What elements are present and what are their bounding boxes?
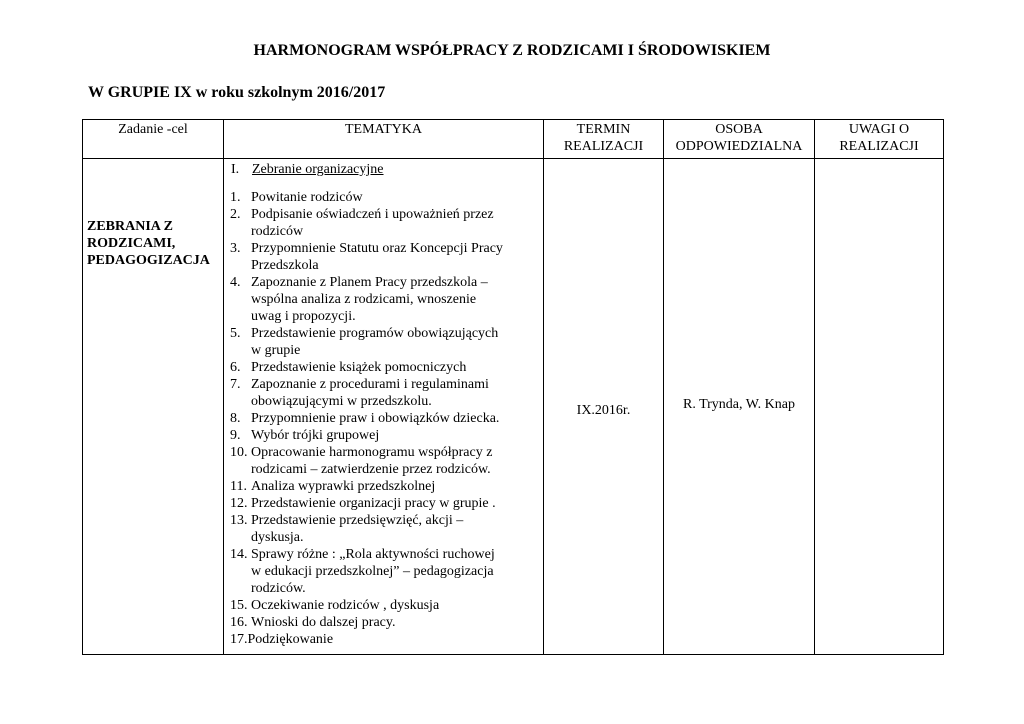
- table-header-row: [83, 120, 944, 159]
- topic-item: [230, 410, 539, 427]
- topic-item: [230, 206, 539, 240]
- topic-text-line: uwag i propozycji.: [251, 309, 356, 324]
- topic-text: [251, 410, 499, 427]
- topic-item: [230, 546, 539, 597]
- topic-text: [251, 189, 363, 206]
- topic-text: [251, 512, 463, 546]
- topic-text: [251, 614, 396, 631]
- header-termin: TERMIN REALIZACJI: [544, 120, 664, 159]
- schedule-table: [82, 119, 944, 655]
- topic-text: [251, 495, 496, 512]
- topic-text-line: Zapoznanie z procedurami i regulaminami: [251, 377, 489, 392]
- topic-number: 2.: [230, 207, 241, 222]
- topic-text-line: Przedstawienie przedsięwzięć, akcji –: [251, 513, 464, 528]
- topic-text: [251, 376, 489, 410]
- topic-text-line: Sprawy różne : „Rola aktywności ruchowej: [251, 547, 495, 562]
- topic-text-line: wspólna analiza z rodzicami, wnoszenie: [251, 292, 477, 307]
- topic-number: 13.: [230, 513, 248, 528]
- topic-number: 3.: [230, 241, 241, 256]
- topic-number: 6.: [230, 360, 241, 375]
- topic-number: 8.: [230, 411, 241, 426]
- topic-number: 11.: [230, 479, 247, 494]
- topic-text: [251, 427, 379, 444]
- topic-text-line: rodziców: [251, 224, 304, 239]
- osoba-cell: R. Trynda, W. Knap: [664, 159, 815, 655]
- topic-item: [230, 478, 539, 495]
- topic-number: 14.: [230, 547, 248, 562]
- topic-text: [251, 325, 498, 359]
- topic-number: 7.: [230, 377, 241, 392]
- topic-item: [230, 427, 539, 444]
- topic-number: 4.: [230, 275, 241, 290]
- topic-number: 5.: [230, 326, 241, 341]
- header-zadanie: Zadanie -cel: [83, 120, 224, 159]
- topic-item: [230, 444, 539, 478]
- topic-number: 15.: [230, 598, 248, 613]
- topic-text-line: Oczekiwanie rodziców , dyskusja: [251, 598, 440, 613]
- topic-number: 16.: [230, 615, 248, 630]
- section-heading: I. Zebranie organizacyjne: [231, 162, 384, 177]
- topic-item: [230, 512, 539, 546]
- topic-text-line: w edukacji przedszkolnej” – pedagogizacja: [251, 564, 494, 579]
- topic-item: [230, 359, 539, 376]
- task-cell: ZEBRANIA Z RODZICAMI, PEDAGOGIZACJA: [83, 159, 224, 655]
- topic-text-line: rodziców.: [251, 581, 306, 596]
- header-uwagi: UWAGI O REALIZACJI: [815, 120, 944, 159]
- topic-text-line: Podziękowanie: [247, 632, 334, 647]
- document-title: HARMONOGRAM WSPÓŁPRACY Z RODZICAMI I ŚRODOWISKIEM: [253, 42, 771, 59]
- document-subtitle: W GRUPIE IX w roku szkolnym 2016/2017: [88, 84, 386, 101]
- topic-text-line: Przypomnienie Statutu oraz Koncepcji Pracy: [251, 241, 503, 256]
- topic-item: [230, 495, 539, 512]
- topic-text-line: Przedszkola: [251, 258, 319, 273]
- topic-item: [230, 274, 539, 325]
- topic-text: [251, 478, 435, 495]
- topic-item: [230, 597, 539, 614]
- topic-item: [230, 240, 539, 274]
- topic-number: 10.: [230, 445, 248, 460]
- topic-text-line: Podpisanie oświadczeń i upoważnień przez: [251, 207, 494, 222]
- topic-text: [251, 597, 439, 614]
- topic-text: [251, 546, 495, 597]
- topic-text-line: w grupie: [251, 343, 301, 358]
- topic-text-line: Opracowanie harmonogramu współpracy z: [251, 445, 493, 460]
- header-tematyka: TEMATYKA: [224, 120, 544, 159]
- topic-item: [230, 614, 539, 631]
- header-osoba: OSOBA ODPOWIEDZIALNA: [664, 120, 815, 159]
- topic-text-line: Przedstawienie programów obowiązujących: [251, 326, 499, 341]
- topic-text: [251, 240, 503, 274]
- topic-number: 1.: [230, 190, 241, 205]
- topic-text-line: Zapoznanie z Planem Pracy przedszkola –: [251, 275, 488, 290]
- topic-text-line: Powitanie rodziców: [251, 190, 363, 205]
- topic-text: [251, 206, 494, 240]
- topic-item: [230, 325, 539, 359]
- topic-item: [230, 631, 539, 648]
- topic-number: 17.: [230, 632, 248, 647]
- topic-number: 12.: [230, 496, 248, 511]
- topic-text-line: Wybór trójki grupowej: [251, 428, 380, 443]
- topic-text-line: Przedstawienie książek pomocniczych: [251, 360, 467, 375]
- topic-text-line: obowiązującymi w przedszkolu.: [251, 394, 432, 409]
- topic-text-line: Przypomnienie praw i obowiązków dziecka.: [251, 411, 500, 426]
- topic-text-line: Wnioski do dalszej pracy.: [251, 615, 396, 630]
- uwagi-cell: [815, 159, 944, 655]
- topic-item: [230, 189, 539, 206]
- topics-cell: [224, 159, 544, 655]
- topic-text: [251, 359, 466, 376]
- topic-text-line: Analiza wyprawki przedszkolnej: [251, 479, 436, 494]
- topic-item: [230, 376, 539, 410]
- topic-text: [248, 631, 334, 648]
- topic-number: 9.: [230, 428, 241, 443]
- termin-cell: IX.2016r.: [544, 159, 664, 655]
- table-row: [83, 159, 944, 655]
- topic-text-line: rodzicami – zatwierdzenie przez rodziców.: [251, 462, 491, 477]
- topic-text-line: Przedstawienie organizacji pracy w grupie .: [251, 496, 496, 511]
- topic-text-line: dyskusja.: [251, 530, 304, 545]
- topic-text: [251, 274, 488, 325]
- topic-text: [251, 444, 492, 478]
- topic-list: [230, 189, 539, 648]
